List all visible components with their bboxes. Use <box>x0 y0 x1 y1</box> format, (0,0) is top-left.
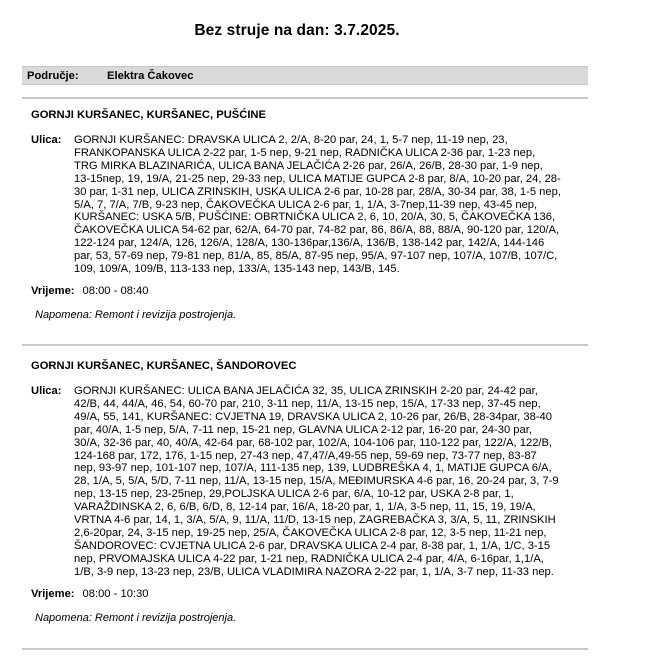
street-list: GORNJI KURŠANEC: ULICA BANA JELAČIĆA 32, 35, ULICA ZRINSKIH 2-20 par, 24-42 par, 42/B, 44, 44/A, 46, 54, 60-70 par, 210, 3-11 nep, 11/A, 13-15 nep, 15/A, 17-33 nep, 37-45 nep, 49/A, 55, 141, KURŠANEC: CVJETNA 19, DRAVSKA ULICA 2, 10-26 par, 26/B, 28-34par, 38-40 par, 40/A, 1-5 nep, 5/A, 7-11 nep, 15-21 nep, GLAVNA ULICA 2-12 par, 16-20 par, 24-30 par, 30/A, 32-36 par, 40, 40/A, 42-64 par, 68-102 par, 102/A, 104-106 par, 110-122 par, 122/A, 122/B, 124-168 par, 172, 176, 1-15 nep, 27-43 nep, 47,47/A,49-55 nep, 59-69 nep, 73-77 nep, 83-87 nep, 93-97 nep, 101-107 nep, 107/A, 111-135 nep, 139, LUDBREŠKA 4, 1, MATIJE GUPCA 6/A, 28, 1/A, 5, 5/A, 5/D, 7-11 nep, 11/A, 13-15 nep, 15/A, MEĐIMURSKA 4-6 par, 16, 20-24 par, 3, 7-9 nep, 13-15 nep, 23-25nep, 29,POLJSKA ULICA 2-6 par, 6/A, 10-12 par, USKA 2-8 par, 1, VARAŽDINSKA 2, 6, 6/B, 6/D, 8, 12-14 par, 16/A, 18-20 par, 1, 1/A, 3-5 nep, 11, 15, 19, 19/A, VRTNA 4-6 par, 14, 1, 3/A, 5/A, 9, 11/A, 11/D, 13-15 nep, ZAGREBAČKA 3, 3/A, 5, 11, ZRINSKIH 2,6-20par, 24, 3-15 nep, 19-25 nep, 25/A, ČAKOVEČKA ULICA 2-8 par, 12, 3-5 nep, 11-21 nep, ŠANDOROVEC: CVJETNA ULICA 2-6 par, DRAVSKA ULICA 2-4 par, 8-38 par, 1, 1/A, 1/C, 3-15 nep, PRVOMAJSKA ULICA 4-22 par, 1-21 nep, RADNIČKA ULICA 2-4 par, 4/A, 6-16par, 1,1/A, 1/B, 3-9 nep, 13-23 nep, 23/B, ULICA VLADIMIRA NAZORA 2-22 par, 1, 1/A, 3-7 nep, 11-33 nep. <box>74 385 559 578</box>
time-row <box>31 284 561 298</box>
time-label: Vrijeme: <box>31 587 75 600</box>
area-label: Područje: <box>27 70 79 82</box>
section-divider <box>22 344 588 346</box>
section-divider <box>22 648 588 650</box>
street-list: GORNJI KURŠANEC: DRAVSKA ULICA 2, 2/A, 8-20 par, 24, 1, 5-7 nep, 11-19 nep, 23, FRANKOPANSKA ULICA 2-22 par, 1-5 nep, 9-21 nep, RADNIČKA ULICA 2-36 par, 1-23 nep, TRG MIRKA BLAZINARIĆA, ULICA BANA JELAČIĆA 2-26 par, 26/A, 26/B, 28-30 par, 1-9 nep, 13-15nep, 19, 19/A, 21-25 nep, 29-33 nep, ULICA MATIJE GUPCA 2-8 par, 8/A, 10-20 par, 24, 28-30 par, 1-31 nep, ULICA ZRINSKIH, USKA ULICA 2-6 par, 10-28 par, 28/A, 30-34 par, 38, 1-5 nep, 5/A, 7, 7/A, 7/B, 9-23 nep, ČAKOVEČKA ULICA 2-6 par, 1, 1/A, 3-7nep,11-39 nep, 43-45 nep, KURŠANEC: USKA 5/B, PUŠĆINE: OBRTNIČKA ULICA 2, 6, 10, 20/A, 30, 5, ČAKOVEČKA 136, ČAKOVEČKA ULICA 54-62 par, 62/A, 64-70 par, 74-82 par, 86, 86/A, 88, 88/A, 90-120 par, 120/A, 122-124 par, 124/A, 126, 126/A, 128/A, 130-136par,136/A, 136/B, 138-142 par, 142/A, 144-146 par, 53, 57-69 nep, 79-81 nep, 81/A, 85, 85/A, 87-95 nep, 95/A, 97-107 nep, 107/A, 107/B, 107/C, 109, 109/A, 109/B, 113-133 nep, 133/A, 135-143 nep, 143/B, 145. <box>74 134 561 276</box>
time-value: 08:00 - 08:40 <box>82 284 149 297</box>
street-row <box>31 134 561 276</box>
note: Napomena: Remont i revizija postrojenja. <box>35 308 237 321</box>
time-value: 08:00 - 10:30 <box>82 587 149 600</box>
location-title: GORNJI KURŠANEC, KURŠANEC, ŠANDOROVEC <box>31 360 297 372</box>
location-title: GORNJI KURŠANEC, KURŠANEC, PUŠĆINE <box>31 109 266 121</box>
time-row <box>31 587 561 601</box>
time-label: Vrijeme: <box>31 284 75 297</box>
area-value: Elektra Čakovec <box>107 70 194 82</box>
section-divider <box>22 97 588 99</box>
page-title: Bez struje na dan: 3.7.2025. <box>194 22 400 39</box>
street-label: Ulica: <box>31 134 62 146</box>
street-row <box>31 385 561 579</box>
street-label: Ulica: <box>31 385 62 397</box>
note: Napomena: Remont i revizija postrojenja. <box>35 611 237 624</box>
area-bar <box>22 66 588 85</box>
outage-entry <box>31 359 561 625</box>
outage-entry <box>31 108 561 322</box>
